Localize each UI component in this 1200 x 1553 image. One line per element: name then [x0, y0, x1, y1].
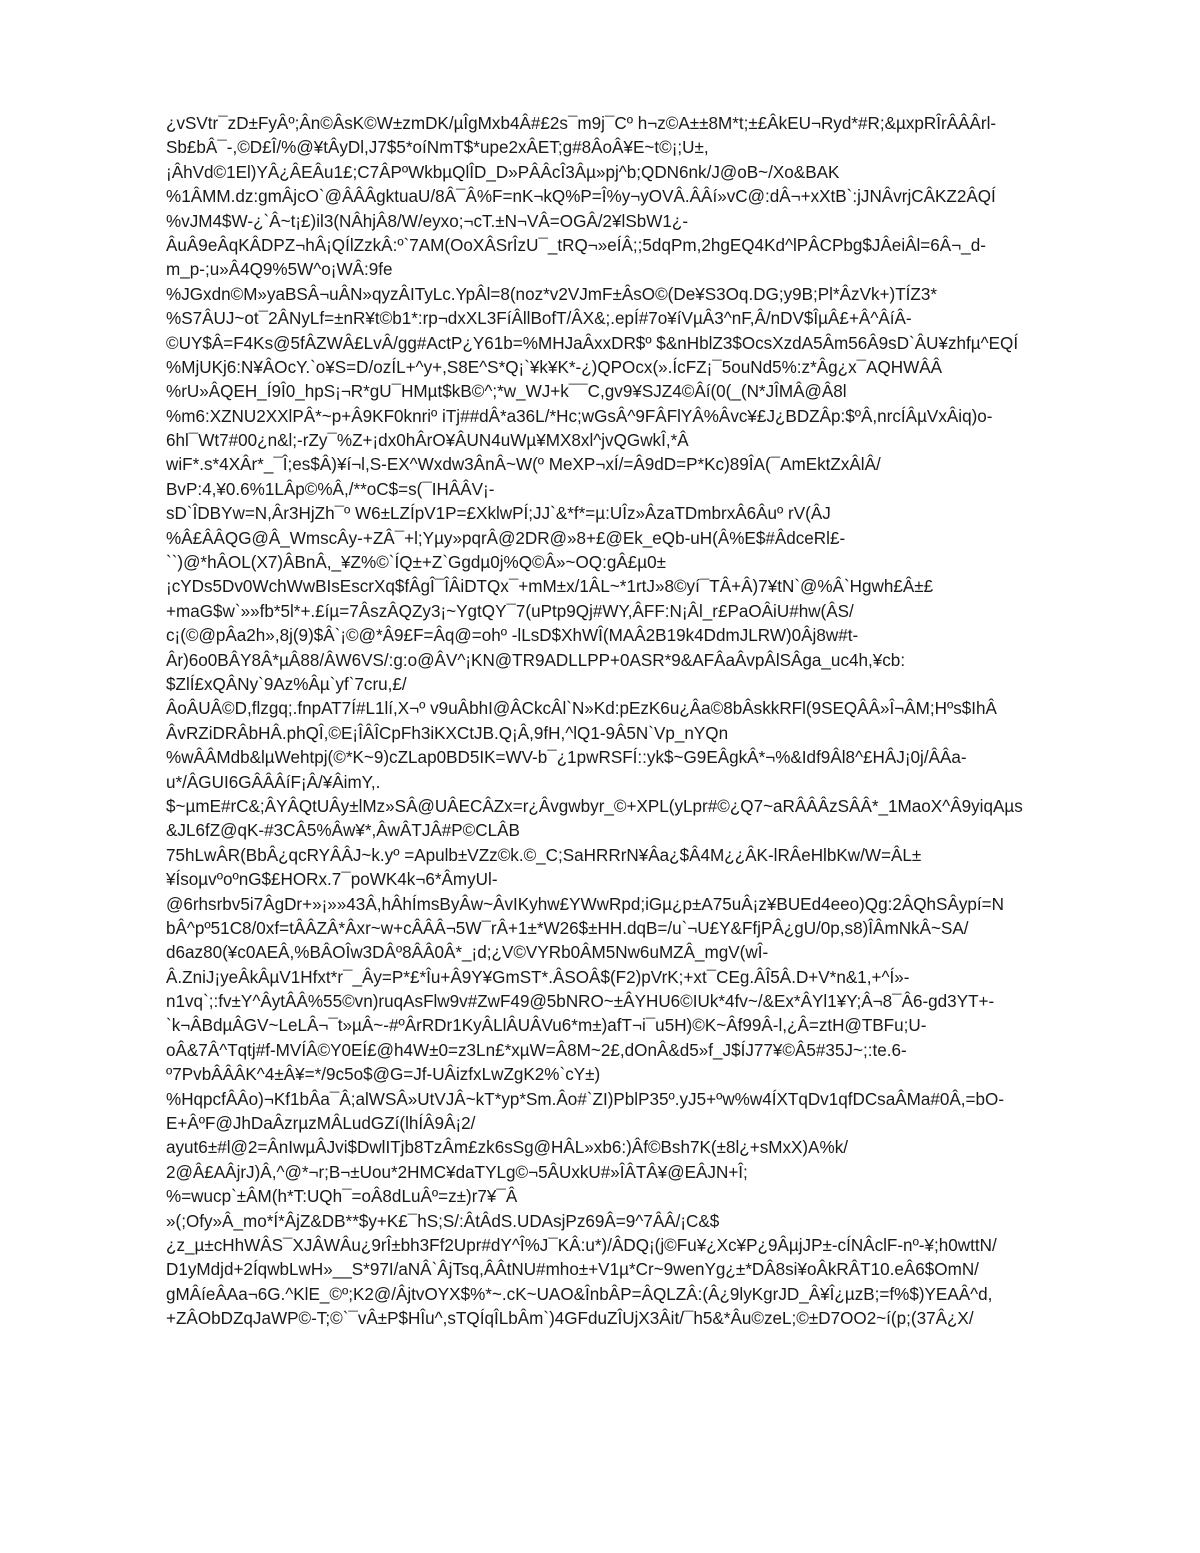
text-line: %JGxdn©M»yaBSÂ¬uÂN»qyzÂITyLc.YpÂl=8(noz*v2VJmF±ÂsO©(De¥S3Oq.DG;y9B;Pl*ÂzVk+)TÍZ3*	[166, 284, 937, 304]
text-line: »(;Ofy»Â_mo*Í*ÂjZ&DB**$y+K£¯hS;S/:ÂtÂdS.UDAsjPz69Â=9^7ÂÂ/¡C&$	[166, 1211, 720, 1231]
text-line: ¿vSVtr¯zD±FyÂº;Ân©ÂsK©W±zmDK/µÎgMxb4Â#£2s¯m9j¯Cº h¬z©A±±8M*t;±£ÂkEU¬Ryd*#R;&µxpRÎrÂÂÂrl-	[166, 114, 997, 133]
text-line: 2@Â£AÂjrJ)Â,^@*¬r;B¬±Uou*2HMC¥daTYLg©¬5ÂUxkU#»ÎÂTÂ¥@EÂJN+Î;	[166, 1162, 748, 1182]
text-line: ¡cYDs5Dv0WchWwBIsEscrXq$fÂgÎ¯ÎÂiDTQx¯+mM±x/1ÂL~*1rtJ»8©yí¯TÂ+Â)7¥tN`@%Â`Hgwh£Â±£	[166, 577, 934, 597]
text-line: Âr)6o0BÂY8Â*µÂ88/ÂW6VS/:g:o@ÂV^¡KN@TR9ADLLPP+0ASR*9&AFÂaÂvpÂlSÂga_uc4h,¥cb:	[166, 650, 906, 670]
text-line: ÂvRZiDRÂbHÂ.phQÎ,©E¡ÎÂÎCpFh3iKXCtJB.Q¡Â,9fH,^lQ1-9Â5N`Vp_nYQn	[166, 723, 729, 743]
text-line: ¡ÂhVd©1El)YÂ¿ÂEÂu1£;C7ÂPºWkbµQlÎD_D»PÂÂcÎ3Âµ»pj^b;QDN6nk/J@oB~/Xo&BAK	[166, 162, 840, 182]
text-line: %vJM4$W-¿`Â~t¡£)il3(NÂhjÂ8/W/eyxo;¬cT.±N¬VÂ=OGÂ/2¥lSbW1¿-	[166, 211, 689, 231]
text-line: %MjUKj6:N¥ÂOcY.`o¥S=D/ozÍL+^y+,S8E^S*Q¡`¥k¥K*-¿)QPOcx(».ÍcFZ¡¯5ouNd5%:z*Âg¿x¯AQHWÂÂ	[166, 357, 943, 377]
text-line: @6rhsrbv5i7ÂgDr+»¡»»43Â,hÂhÍmsByÂw~ÂvIKyhw£YWwRpd;iGµ¿p±A75uÂ¡z¥BUEd4eeo)Qg:2ÂQhSÂypí=N	[166, 894, 1004, 914]
text-line: $ZlÍ£xQÂNy`9Az%Âµ`yf`7cru,£/	[166, 674, 407, 694]
text-line: +ZÂObDZqJaWP©-T;©`¯vÂ±P$HÎu^,sTQÍqÎLbÂm`)4GFduZÎUjX3Âit/¯h5&*Âu©zeL;©±D7OO2~í(p;(37Â¿X/	[166, 1309, 974, 1329]
text-line: d6az80(¥c0AEÂ,%BÂOÎw3DÂº8ÂÂ0Â*_¡d;¿V©VYRb0ÂM5Nw6uMZÂ_mgV(wÎ-	[166, 943, 769, 963]
text-line: bÂ^pº51C8/0xf=tÂÂZÂ*Âxr~w+cÂÂÂ¬5W¯rÂ+1±*W26$±HH.dqB=/u`¬U£Y&FfjPÂ¿gU/0p,s8)ÎÂmNkÂ~SA/	[166, 918, 969, 938]
text-line: gMÂíeÂAa¬6G.^KlE_©º;K2@/ÂjtvOYX$%*~.cK~UAO&ÎnbÂP=ÂQLZÂ:(Â¿9lyKgrJD_Â¥Î¿µzB;=f%$)YEAÂ^d,	[166, 1284, 993, 1304]
text-line: u*/ÂGUI6GÂÂÂíF¡Â/¥ÂimY,.	[166, 772, 381, 792]
text-line: ¥ÍsoµvºoºnG$£HORx.7¯poWK4k¬6*ÂmyUl-	[166, 870, 498, 890]
text-line: ÂuÂ9eÂqKÂDPZ¬hÂ¡QÍlZzkÂ:º`7AM(OoXÂSrÎzU¯_tRQ¬»eÍÂ;;5dqPm,2hgEQ4Kd^lPÂCPbg$JÂeiÂl=6Â¬_d-	[166, 235, 986, 255]
text-line: ¿z_µ±cHhWÂS¯XJÂWÂu¿9rÎ±bh3Ff2Upr#dY^Î%J¯KÂ:u*)/ÂDQ¡(j©Fu¥¿Xc¥P¿9ÂµjJP±-cÍNÂclF-nº-¥;h0wttN/	[166, 1235, 997, 1255]
text-line: 6hl¯Wt7#00¿n&l;-rZy¯%Z+¡dx0hÂrO¥ÂUN4uWµ¥MX8xl^jvQGwkÎ,*Â	[166, 431, 689, 451]
text-line: oÂ&7Â^Tqtj#f-MVÍÂ©Y0EÍ£@h4W±0=z3Ln£*xµW=Â8M~2£,dOnÂ&d5»f_J$ÍJ77¥©Â5#35J~;:te.6-	[166, 1040, 907, 1060]
text-line: Â.ZniJ¡yeÂkÂµV1Hfxt*r¯_Ây=P*£*Îu+Â9Y¥GmST*.ÂSOÂ$(F2)pVrK;+xt¯CEg.ÂÎ5Â.D+V*n&1,+^Í»-	[166, 967, 910, 987]
text-line: %rU»ÂQEH_Í9Î0_hpS¡¬R*gU¯HMµt$kB©^;*w_WJ+k¯¯C,gv9¥SJZ4©Âí(0(_(N*JÎMÂ@Â8l	[166, 382, 847, 402]
text-line: %1ÂMM.dz:gmÂjcO`@ÂÂÂgktuaU/8Â¯Â%F=nK¬kQ%P=Î%y¬yOVÂ.ÂÂí»vC@:dÂ¬+xXtB`:jJNÂvrjCÂKZ2ÂQÍ	[166, 187, 996, 207]
text-line: ÂoÂUÂ©D,flzgq;.fnpAT7Í#L1lí,X¬º v9uÂbhI@ÂCkcÂl`N»Kd:pEzK6u¿Âa©8bÂskkRFl(9SEQÂÂ»Î¬ÂM;Hºs$IhÂ	[166, 699, 997, 719]
text-line: Sb£bÂ¯-,©D£Î/%@¥tÂyDl,J7$5*oíNmT$*upe2xÂET;g#8ÂoÂ¥E~t©¡;U±,	[166, 138, 709, 158]
text-line: m_p-;u»Â4Q9%5W^o¡WÂ:9fe	[166, 260, 393, 280]
text-line: %m6:XZNU2XXlPÂ*~p+Â9KF0knriº iTj##dÂ*a36L/*Hc;wGsÂ^9FÂFlYÂ%Âvc¥£J¿BDZÂp:$ºÂ,nrcÍÂµVxÂiq)o-	[166, 406, 993, 426]
text-line: n1vq`;:fv±Y^ÂytÂÂ%55©vn)ruqAsFlw9v#ZwF49@5bNRO~±ÂYHU6©IUk*4fv~/&Ex*ÂYl1¥Y;Â¬8¯Â6-gd3YT+-	[166, 992, 995, 1012]
text-line: D1yMdjd+2ÍqwbLwH»__S*97I/aNÂ`ÂjTsq,ÂÂtNU#mho±+V1µ*Cr~9wenYg¿±*DÂ8si¥oÂkRÂT10.eÂ6$OmN/	[166, 1260, 979, 1280]
text-line: +maG$w`»»fb*5l*+.£íµ=7ÂszÂQZy3¡~YgtQY¯7(uPtp9Qj#WY,ÂFF:N¡Âl_r£PaOÂiU#hw(ÂS/	[166, 601, 854, 621]
text-line: wiF*.s*4XÂr*_¯Î;es$Â)¥í¬l,S-EX^Wxdw3ÂnÂ~W(º MeXP¬xÍ/=Â9dD=P*Kc)89ÎA(¯AmEktZxÂlÂ/	[166, 455, 881, 475]
text-line: $~µmE#rC&;ÂYÂQtUÂy±lMz»SÂ@UÂECÂZx=r¿Âvgwbyr_©+XPL(yLpr#©¿Q7~aRÂÂÂzSÂÂ*_1MaoX^Â9yiqAµs	[166, 796, 1023, 816]
text-line: `k¬ÂBdµÂGV~LeLÂ¬¯t»µÂ~-#ºÂrRDr1KyÂLlÂUÂVu6*m±)afT¬i¯u5H)©K~Âf99Â-l,¿Â=ztH@TBFu;U-	[166, 1016, 927, 1036]
text-line: %Â£ÂÂQG@Â_WmscÂy-+ZÂ¯+l;Yµy»pqrÂ@2DR@»8+£@Ek_eQb-uH(Â%E$#ÂdceRl£-	[166, 528, 846, 548]
text-line: %HqpcfÂÂo)¬Kf1bÂa¯Â;alWSÂ»UtVJÂ~kT*yp*Sm.Âo#`ZI)PblP35º.yJ5+ºw%w4ÍXTqDv1qfDCsaÂMa#0Â,=bO-	[166, 1089, 1005, 1109]
text-line: %S7ÂUJ~ot¯2ÂNyLf=±nR¥t©b1*:rp¬dxXL3FíÂllBofT/ÂX&;.epÍ#7o¥íVµÂ3^nF,Â/nDV$ÎµÂ£+Â^ÂíÂ-	[166, 309, 912, 329]
text-line: ``)@*hÂOL(X7)ÂBnÂ,_¥Z%©`ÍQ±+Z`Ggdµ0j%Q©Â»~OQ:gÂ£µ0±	[166, 553, 666, 573]
text-line: %wÂÂMdb&lµWehtpj(©*K~9)cZLap0BD5IK=WV-b¯¿1pwRSFÍ::yk$~G9EÂgkÂ*¬%&Idf9Âl8^£HÂJ¡0j/ÂÂa-	[166, 748, 967, 768]
text-line: ©UY$Â=F4Ks@5fÂZWÂ£LvÂ/gg#ActP¿Y61b=%MHJaÂxxDR$º $&nHblZ3$OcsXzdA5Âm56Â9sD`ÂU¥zhfµ^EQÍ	[166, 333, 1019, 353]
body-text	[166, 112, 1126, 1332]
text-line: c¡(©@pÂa2h»,8j(9)$Â`¡©@*Â9£F=Âq@=ohº -lLsD$XhWÎ(MAÂ2B19k4DdmJLRW)0Âj8w#t-	[166, 626, 859, 646]
text-line: BvP:4,¥0.6%1LÂp©%Â,/**oC$=s(¯IHÂÂV¡-	[166, 479, 495, 499]
text-line: %=wucp`±ÂM(h*T:UQh¯=oÂ8dLuÂº=z±)r7¥¯Â	[166, 1187, 518, 1207]
text-line: &JL6fZ@qK-#3CÂ5%Âw¥*,ÂwÂTJÂ#P©CLÂB	[166, 821, 520, 841]
text-line: 75hLwÂR(BbÂ¿qcRYÂÂJ~k.yº =Apulb±VZz©k.©_C;SaHRRrN¥Âa¿$Â4M¿¿ÂK-lRÂeHlbKw/W=ÂL±	[166, 845, 922, 865]
text-line: E+ÂºF@JhDaÂzrµzMÂLudGZí(lhÍÂ9Â¡2/	[166, 1114, 476, 1134]
text-line: º7PvbÂÂÂK^4±Â¥=*/9c5o$@G=Jf-UÂizfxLwZgK2%`cY±)	[166, 1065, 601, 1085]
text-line: ayut6±#l@2=ÂnIwµÂJvi$DwlITjb8TzÂm£zk6sSg@HÂL»xb6:)Âf©Bsh7K(±8l¿+sMxX)A%k/	[166, 1138, 849, 1158]
text-line: sD`ÎDBYw=N,Âr3HjZh¯º W6±LZÍpV1P=£XklwPÍ;JJ`&*f*=µ:UÎz»ÂzaTDmbrxÂ6Âuº rV(ÂJ	[166, 504, 831, 524]
